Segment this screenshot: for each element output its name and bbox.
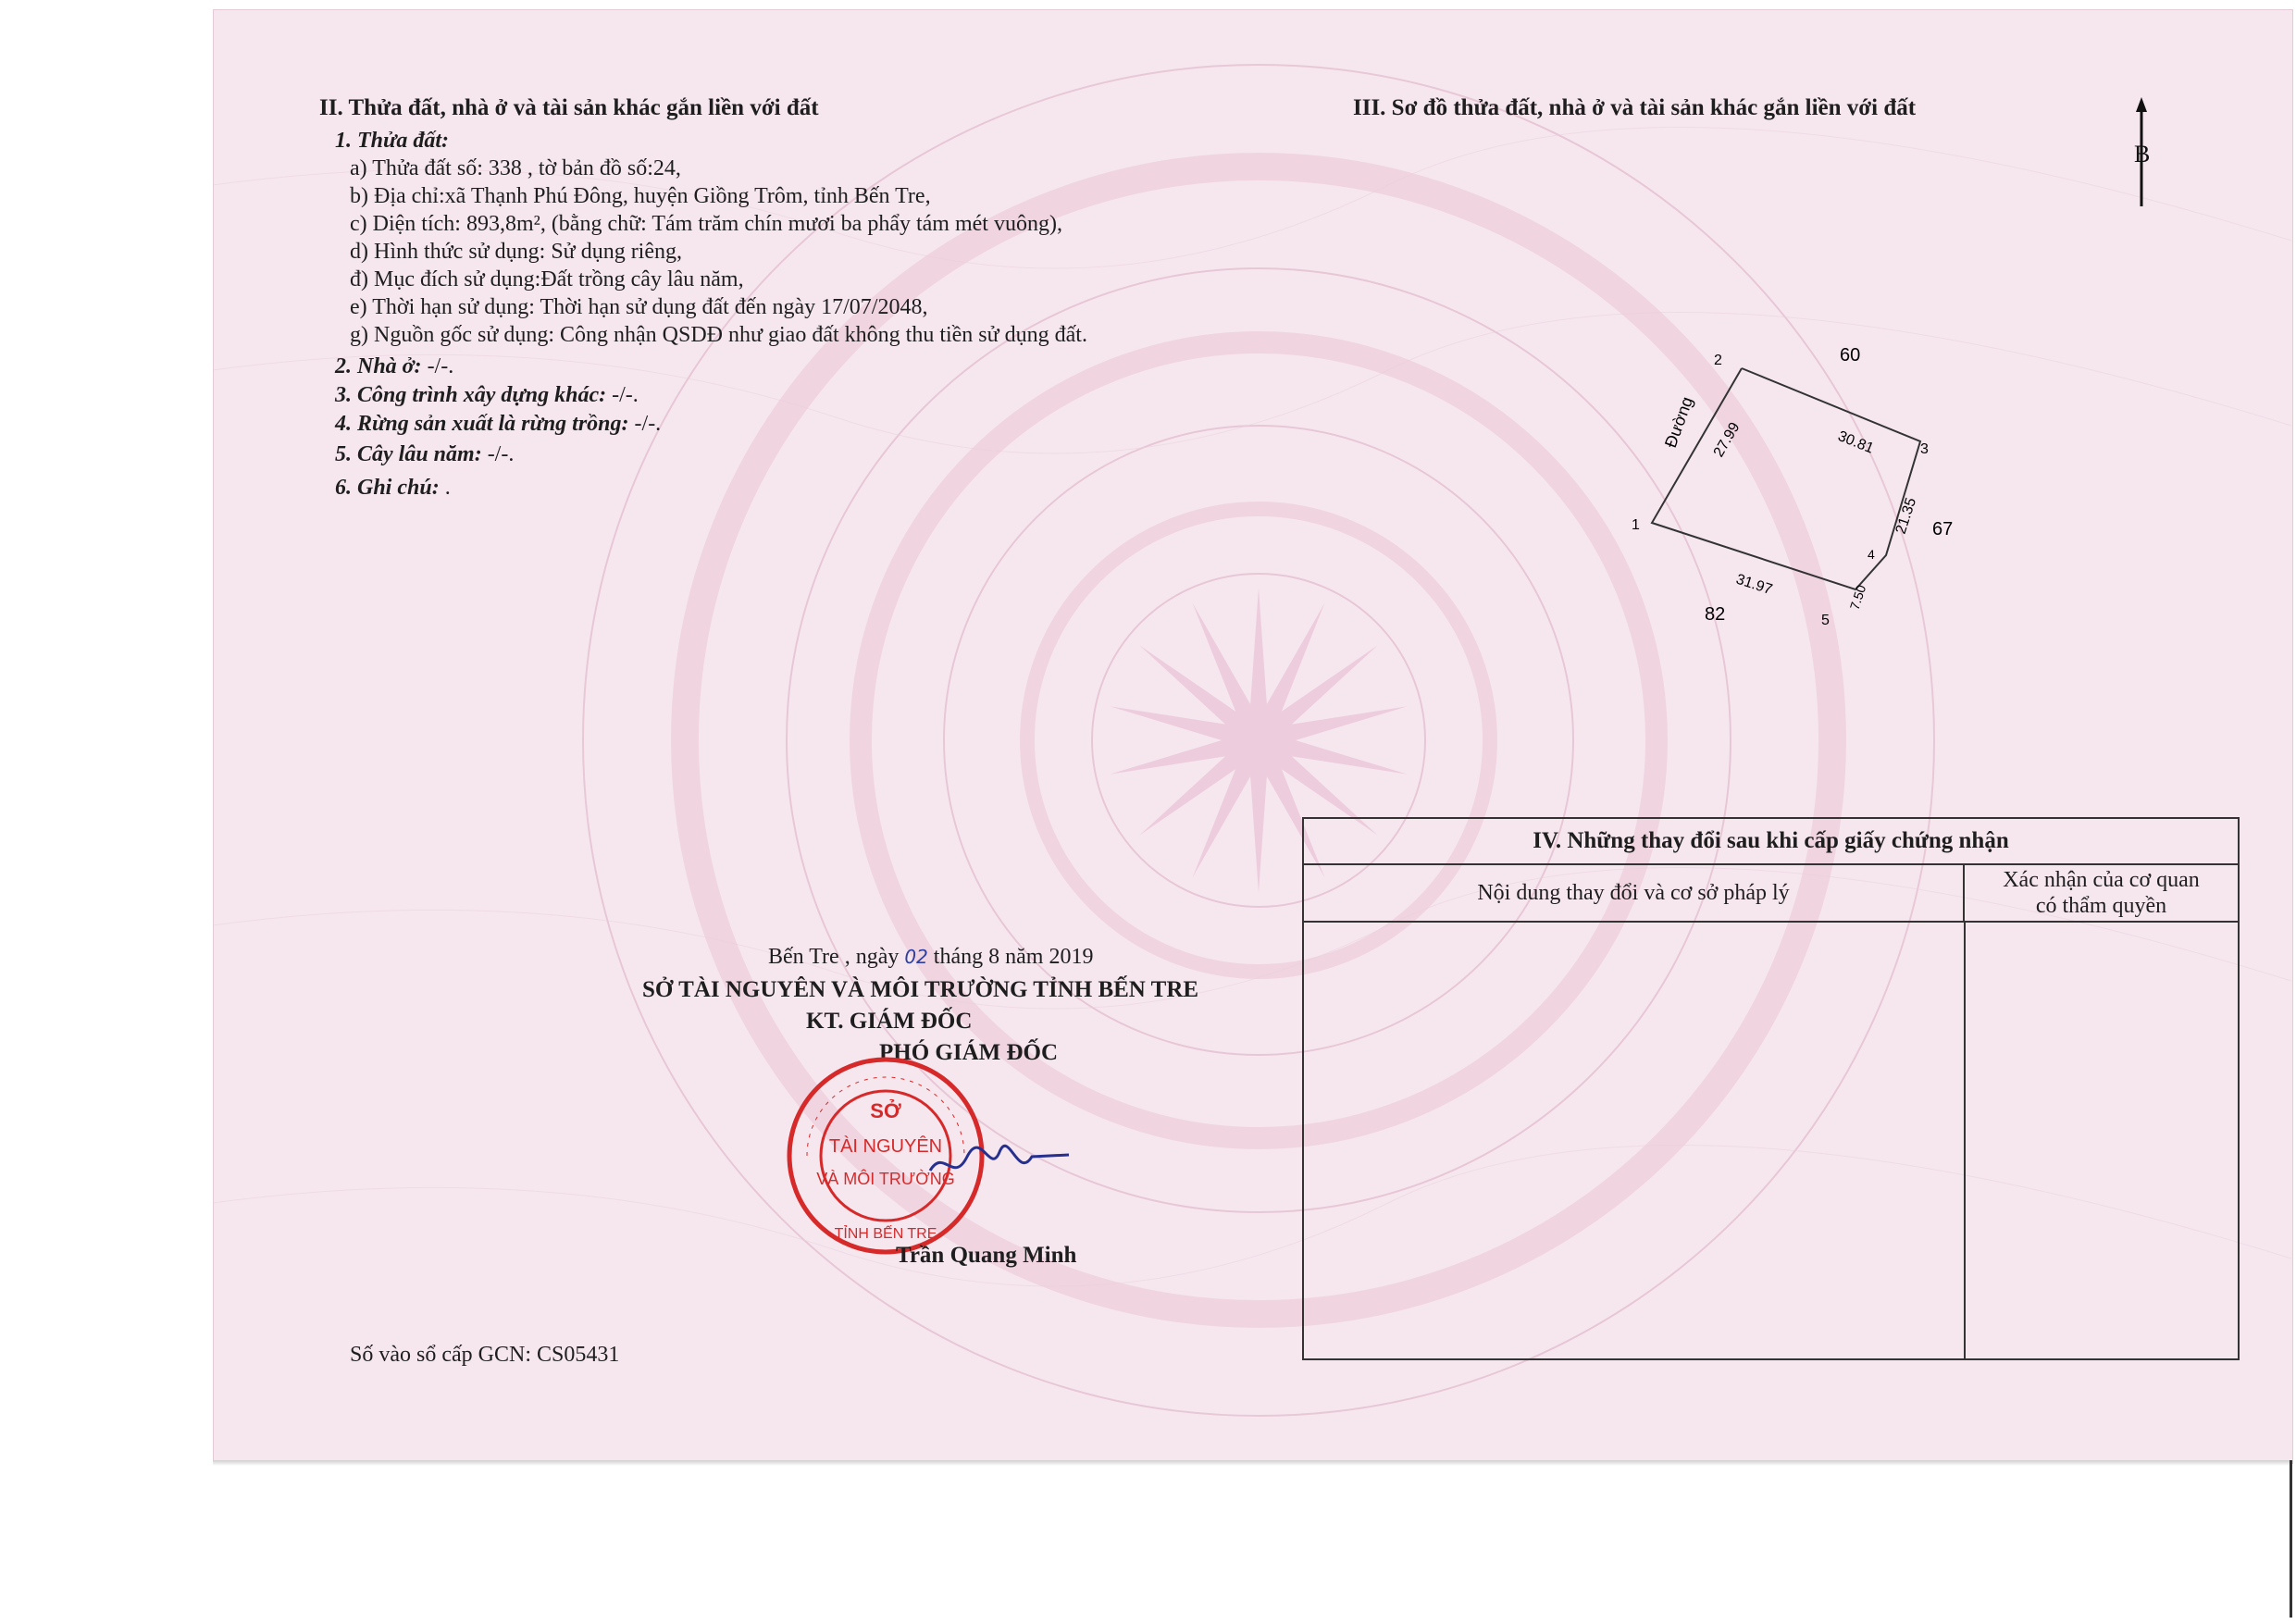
signer-role-2: PHÓ GIÁM ĐỐC bbox=[879, 1040, 1059, 1065]
land-line-term: e) Thời hạn sử dụng: Thời hạn sử dụng đất đến ngày 17/07/2048, bbox=[350, 295, 928, 319]
place-date-line bbox=[768, 944, 1093, 970]
neighbor-east: 67 bbox=[1932, 519, 1954, 539]
edge-length-top: 30.81 bbox=[1835, 428, 1877, 457]
sheet-shadow bbox=[213, 1460, 2291, 1466]
neighbor-south: 82 bbox=[1705, 604, 1726, 625]
road-label: Đường bbox=[1660, 394, 1697, 451]
handwritten-day: 02 bbox=[904, 946, 928, 968]
north-letter: B bbox=[2134, 141, 2151, 167]
section2-heading: II. Thửa đất, nhà ở và tài sản khác gắn liền với đất bbox=[319, 95, 819, 120]
land-parcel-title: 1. Thửa đất: bbox=[335, 129, 450, 153]
note-row bbox=[335, 475, 451, 501]
vertex-4: 4 bbox=[1868, 547, 1875, 562]
north-arrow-icon bbox=[2128, 97, 2166, 208]
svg-text:SỞ: SỞ bbox=[870, 1099, 901, 1122]
place-date-suffix: tháng 8 năm 2019 bbox=[933, 945, 1094, 969]
edge-length-left: 27.99 bbox=[1710, 419, 1744, 460]
land-line-purpose: đ) Mục đích sử dụng:Đất trồng cây lâu năm, bbox=[350, 267, 744, 291]
section3-heading: III. Sơ đồ thửa đất, nhà ở và tài sản khác gắn liền với đất bbox=[1353, 95, 1917, 120]
land-line-usage-form: d) Hình thức sử dụng: Sử dụng riêng, bbox=[350, 240, 683, 264]
note-label: 6. Ghi chú: bbox=[335, 476, 440, 500]
land-plot-diagram bbox=[1610, 333, 1980, 629]
section4-heading: IV. Những thay đổi sau khi cấp giấy chứng nhận bbox=[1304, 819, 2238, 865]
svg-text:TÀI NGUYÊN: TÀI NGUYÊN bbox=[828, 1136, 943, 1157]
construction-value: -/-. bbox=[606, 383, 639, 407]
forest-value: -/-. bbox=[628, 412, 662, 436]
changes-table-body bbox=[1304, 923, 2238, 1360]
edge-length-right: 21.35 bbox=[1893, 495, 1920, 537]
land-line-number: a) Thửa đất số: 338 , tờ bản đồ số:24, bbox=[350, 156, 681, 180]
changes-table bbox=[1302, 817, 2240, 1360]
signer-role-1: KT. GIÁM ĐỐC bbox=[806, 1009, 973, 1034]
authority-header-line2: có thẩm quyền bbox=[2035, 894, 2167, 918]
vertex-1: 1 bbox=[1632, 517, 1640, 533]
perennial-label: 5. Cây lâu năm: bbox=[335, 442, 482, 466]
edge-length-bottom: 31.97 bbox=[1733, 571, 1775, 599]
forest-row bbox=[335, 411, 661, 437]
note-value: . bbox=[439, 476, 451, 500]
handwritten-signature bbox=[925, 1129, 1074, 1194]
construction-label: 3. Công trình xây dựng khác: bbox=[335, 383, 607, 407]
scan-edge-line bbox=[2290, 1460, 2292, 1618]
registry-number: Số vào sổ cấp GCN: CS05431 bbox=[350, 1343, 620, 1367]
perennial-value: -/-. bbox=[481, 442, 515, 466]
vertex-3: 3 bbox=[1920, 441, 1929, 457]
svg-text:TỈNH BẾN TRE: TỈNH BẾN TRE bbox=[834, 1226, 937, 1242]
construction-row bbox=[335, 382, 639, 408]
perennial-row bbox=[335, 441, 514, 467]
house-label: 2. Nhà ở: bbox=[335, 354, 422, 378]
neighbor-north: 60 bbox=[1840, 345, 1861, 366]
changes-content-header: Nội dung thay đổi và cơ sở pháp lý bbox=[1304, 863, 1965, 923]
house-row bbox=[335, 353, 453, 379]
land-line-address: b) Địa chỉ:xã Thạnh Phú Đông, huyện Giồng Trôm, tỉnh Bến Tre, bbox=[350, 184, 931, 208]
vertex-2: 2 bbox=[1714, 353, 1722, 368]
issuing-org: SỞ TÀI NGUYÊN VÀ MÔI TRƯỜNG TỈNH BẾN TRE bbox=[642, 977, 1199, 1002]
signer-name: Trần Quang Minh bbox=[896, 1243, 1077, 1268]
edge-length-short: 7.50 bbox=[1846, 583, 1869, 612]
svg-text:VÀ MÔI TRƯỜNG: VÀ MÔI TRƯỜNG bbox=[816, 1170, 955, 1188]
authority-header-line1: Xác nhận của cơ quan bbox=[2003, 868, 2200, 892]
house-value: -/-. bbox=[421, 354, 454, 378]
land-line-origin: g) Nguồn gốc sử dụng: Công nhận QSDĐ như giao đất không thu tiền sử dụng đất. bbox=[350, 323, 1087, 347]
place-date-prefix: Bến Tre , ngày bbox=[768, 945, 900, 969]
forest-label: 4. Rừng sản xuất là rừng trồng: bbox=[335, 412, 629, 436]
authority-confirmation-header bbox=[1965, 863, 2238, 923]
land-line-area: c) Diện tích: 893,8m², (bằng chữ: Tám trăm chín mươi ba phẩy tám mét vuông), bbox=[350, 212, 1062, 236]
vertex-5: 5 bbox=[1821, 613, 1830, 628]
